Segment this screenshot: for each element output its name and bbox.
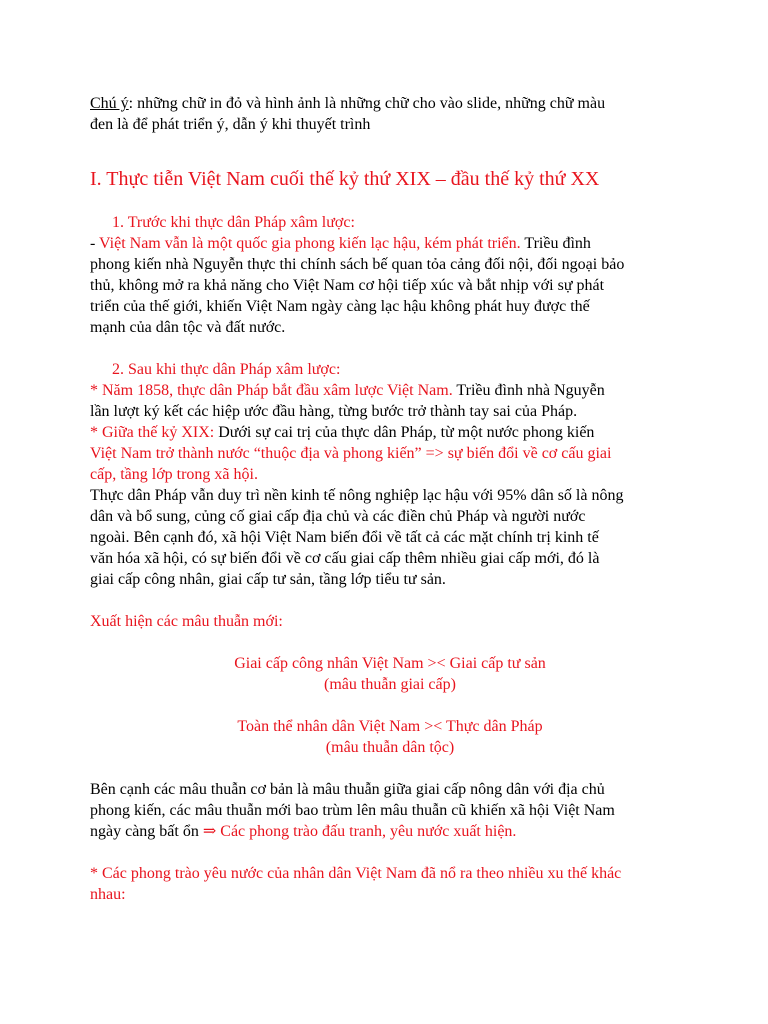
contradiction-1-line1: Giai cấp công nhân Việt Nam >< Giai cấp tư sản xyxy=(234,655,546,672)
section1-first-line xyxy=(90,233,690,254)
contradiction-2-line1: Toàn thể nhân dân Việt Nam >< Thực dân Pháp xyxy=(237,718,543,735)
contradiction-1-line2: (mâu thuẫn giai cấp) xyxy=(324,676,456,693)
note-paragraph xyxy=(90,93,690,135)
section2-p1-line2: lần lượt ký kết các hiệp ước đầu hàng, từng bước trở thành tay sai của Pháp. xyxy=(90,403,578,420)
note-text-1: : những chữ in đỏ và hình ảnh là những chữ cho vào slide, những chữ màu xyxy=(128,95,606,112)
section1-line: mạnh của dân tộc và đất nước. xyxy=(90,319,286,336)
section2-p1-red: * Năm 1858, thực dân Pháp bắt đầu xâm lược Việt Nam. xyxy=(90,382,453,399)
conclusion-line: phong kiến, các mâu thuẫn mới bao trùm lên mâu thuẫn cũ khiến xã hội Việt Nam xyxy=(90,802,615,819)
contradictions-title: Xuất hiện các mâu thuẫn mới: xyxy=(90,613,283,630)
section1-line: triển của thế giới, khiến Việt Nam ngày càng lạc hậu không phát huy được thế xyxy=(90,298,590,315)
section2-p2-line3: cấp, tầng lớp trong xã hội. xyxy=(90,466,258,483)
section2-p2-red: * Giữa thế kỷ XIX: xyxy=(90,424,215,441)
note-label: Chú ý xyxy=(90,95,129,112)
conclusion-black: ngày càng bất ổn xyxy=(90,823,203,840)
contradiction-2-line2: (mâu thuẫn dân tộc) xyxy=(325,739,455,756)
section2-p1-line1 xyxy=(90,380,690,401)
conclusion-line: Bên cạnh các mâu thuẫn cơ bản là mâu thuẫn giữa giai cấp nông dân với địa chủ xyxy=(90,781,605,798)
dash: - xyxy=(90,235,100,252)
section1-title: 1. Trước khi thực dân Pháp xâm lược: xyxy=(112,214,355,231)
section1-line: phong kiến nhà Nguyễn thực thi chính sách bế quan tỏa cảng đối nội, đối ngoại bảo xyxy=(90,256,625,273)
conclusion-red: ⇒ Các phong trào đấu tranh, yêu nước xuất hiện. xyxy=(202,823,517,840)
note-text-2: đen là để phát triển ý, dẫn ý khi thuyết trình xyxy=(90,116,371,133)
conclusion-line3 xyxy=(90,821,690,842)
section2-p1-black: Triều đình nhà Nguyễn xyxy=(452,382,605,399)
section2-p3-line: giai cấp công nhân, giai cấp tư sản, tầng lớp tiểu tư sản. xyxy=(90,571,446,588)
section2-p2-black: Dưới sự cai trị của thực dân Pháp, từ một nước phong kiến xyxy=(214,424,595,441)
section2-title: 2. Sau khi thực dân Pháp xâm lược: xyxy=(112,361,341,378)
section2-p2-line2: Việt Nam trở thành nước “thuộc địa và phong kiến” => sự biến đổi về cơ cấu giai xyxy=(90,445,612,462)
section2-p3-line: văn hóa xã hội, có sự biến đổi về cơ cấu giai cấp thêm nhiều giai cấp mới, đó là xyxy=(90,550,600,567)
document-page xyxy=(90,93,690,905)
section1-black-tail: Triều đình xyxy=(520,235,591,252)
section1-red-text: Việt Nam vẫn là một quốc gia phong kiến lạc hậu, kém phát triển. xyxy=(99,235,521,252)
section-heading: I. Thực tiễn Việt Nam cuối thế kỷ thứ XIX – đầu thế kỷ thứ XX xyxy=(90,168,600,190)
section2-p3-line: Thực dân Pháp vẫn duy trì nền kinh tế nông nghiệp lạc hậu với 95% dân số là nông xyxy=(90,487,624,504)
section2-p3-line: dân và bổ sung, củng cố giai cấp địa chủ và các điền chủ Pháp và người nước xyxy=(90,508,586,525)
section2-p2-line1 xyxy=(90,422,690,443)
section2-p3-line: ngoài. Bên cạnh đó, xã hội Việt Nam biến đổi về tất cả các mặt chính trị kinh tế xyxy=(90,529,599,546)
section1-line: thủ, không mở ra khả năng cho Việt Nam cơ hội tiếp xúc và bắt nhịp với sự phát xyxy=(90,277,605,294)
movements-line1: * Các phong trào yêu nước của nhân dân Việt Nam đã nổ ra theo nhiều xu thế khác xyxy=(90,865,622,882)
movements-line2: nhau: xyxy=(90,886,126,903)
